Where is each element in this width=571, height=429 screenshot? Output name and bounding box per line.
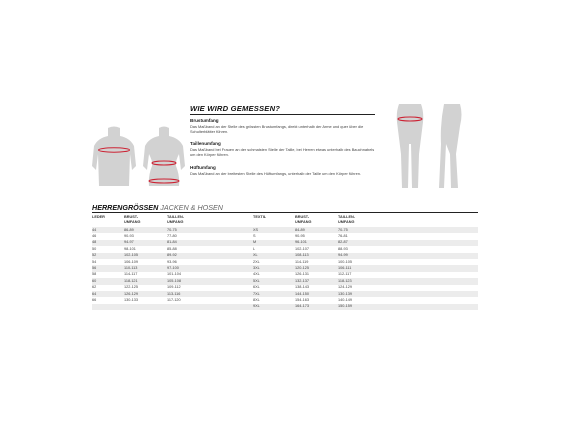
- waist-value: 94-99: [338, 253, 348, 258]
- chest-value: 96-101: [295, 240, 307, 245]
- textile-size: L: [253, 246, 256, 251]
- chest-value: 130-133: [124, 297, 138, 302]
- waist-value: 150-159: [338, 304, 352, 309]
- textile-size: S: [253, 233, 256, 238]
- waist-value: 140-149: [338, 297, 352, 302]
- chest-value: 94-97: [124, 240, 134, 245]
- male-torso-chest-figure: [92, 126, 136, 188]
- table-row: [92, 304, 478, 310]
- leather-size: 62: [92, 285, 97, 290]
- textile-size: 4XL: [253, 272, 260, 277]
- chest-value: 90-95: [295, 233, 305, 238]
- waist-value: 124-129: [338, 285, 352, 290]
- leather-size: 58: [92, 272, 97, 277]
- chest-value: 110-113: [124, 265, 138, 270]
- waist-value: 118-123: [338, 278, 352, 283]
- textile-size: 9XL: [253, 304, 260, 309]
- chest-value: 84-89: [295, 227, 305, 232]
- textile-size: XS: [253, 227, 259, 232]
- textile-size: 6XL: [253, 285, 260, 290]
- leather-size: 46: [92, 233, 97, 238]
- chest-value: 86-89: [124, 227, 134, 232]
- chest-value: 126-131: [295, 272, 309, 277]
- leather-size: 66: [92, 297, 97, 302]
- waist-value: 89-92: [167, 253, 177, 258]
- col-header-leather: LEDER: [92, 215, 105, 219]
- chest-value: 120-125: [295, 265, 309, 270]
- col-header-waist-right: TAILLEN- UMFANG: [338, 215, 356, 224]
- leather-size: 64: [92, 291, 97, 296]
- title-divider: [190, 114, 375, 115]
- chest-value: 118-121: [124, 278, 138, 283]
- textile-size: 3XL: [253, 265, 260, 270]
- chest-value: 102-105: [124, 253, 138, 258]
- waist-value: 82-87: [338, 240, 348, 245]
- waist-value: 109-112: [167, 285, 181, 290]
- chest-value: 132-137: [295, 278, 309, 283]
- col-header-chest-right: BRUST- UMFANG: [295, 215, 312, 224]
- hip-heading: Hüftumfang: [190, 165, 216, 170]
- chest-value: 122-125: [124, 285, 138, 290]
- hip-text: Das Maßband an der breitesten Stelle des Hüftumfangs, unterhalb der Taille um den Körper führen.: [190, 171, 361, 176]
- waist-value: 70-75: [338, 227, 348, 232]
- waist-value: 88-93: [338, 246, 348, 251]
- waist-value: 130-139: [338, 291, 352, 296]
- chest-value: 164-173: [295, 304, 309, 309]
- waist-value: 76-81: [338, 233, 348, 238]
- leather-size: 52: [92, 253, 97, 258]
- chest-value: 106-109: [124, 259, 138, 264]
- waist-value: 101-104: [167, 272, 181, 277]
- chest-value: 102-107: [295, 246, 309, 251]
- size-table-title-main: HERRENGRÖSSEN: [92, 203, 159, 212]
- leather-size: 60: [92, 278, 97, 283]
- textile-size: 7XL: [253, 291, 260, 296]
- leather-size: 54: [92, 259, 97, 264]
- chest-value: 114-119: [295, 259, 309, 264]
- waist-heading: Taillenumfang: [190, 141, 221, 146]
- chest-text: Das Maßband an der Stelle des grössten Brustumfangs, direkt unterhalb der Arme und quer über die Schulterblätter führen.: [190, 124, 364, 135]
- chest-value: 126-129: [124, 291, 138, 296]
- textile-size: M: [253, 240, 257, 245]
- col-header-textile: TEXTIL: [253, 215, 267, 219]
- chest-value: 144-150: [295, 291, 309, 296]
- chest-value: 98-101: [124, 246, 136, 251]
- waist-value: 106-111: [338, 265, 352, 270]
- col-header-waist-left: TAILLEN- UMFANG: [167, 215, 185, 224]
- col-header-chest-left: BRUST- UMFANG: [124, 215, 141, 224]
- chest-value: 154-163: [295, 297, 309, 302]
- waist-value: 77-80: [167, 233, 177, 238]
- waist-value: 117-120: [167, 297, 181, 302]
- waist-value: 85-88: [167, 246, 177, 251]
- textile-size: XL: [253, 253, 258, 258]
- waist-value: 112-117: [338, 272, 352, 277]
- size-table-title: [92, 203, 223, 212]
- waist-value: 70-75: [167, 227, 177, 232]
- textile-size: 5XL: [253, 278, 260, 283]
- table-divider: [92, 212, 478, 213]
- textile-size: 8XL: [253, 297, 260, 302]
- how-to-measure-title: WIE WIRD GEMESSEN?: [190, 104, 281, 113]
- chest-heading: Brustumfang: [190, 118, 219, 123]
- size-table-subtitle: JACKEN & HOSEN: [160, 203, 224, 212]
- waist-value: 93-96: [167, 259, 177, 264]
- waist-value: 81-84: [167, 240, 177, 245]
- legs-front-hip-figure: [395, 104, 425, 190]
- waist-value: 100-105: [338, 259, 352, 264]
- chest-value: 138-143: [295, 285, 309, 290]
- chest-value: 108-113: [295, 253, 309, 258]
- chest-value: 90-93: [124, 233, 134, 238]
- textile-size: 2XL: [253, 259, 260, 264]
- waist-value: 97-100: [167, 265, 179, 270]
- leather-size: 56: [92, 265, 97, 270]
- leather-size: 50: [92, 246, 97, 251]
- female-torso-waist-figure: [142, 126, 186, 188]
- legs-side-figure: [438, 104, 464, 190]
- waist-value: 105-108: [167, 278, 181, 283]
- leather-size: 44: [92, 227, 97, 232]
- leather-size: 48: [92, 240, 97, 245]
- waist-text: Das Maßband bei Frauen an der schmalsten Stelle der Taille, bei Herren etwas unterhalb des Bauchnabels um den Körper führen.: [190, 147, 375, 158]
- chest-value: 114-117: [124, 272, 138, 277]
- waist-value: 113-116: [167, 291, 181, 296]
